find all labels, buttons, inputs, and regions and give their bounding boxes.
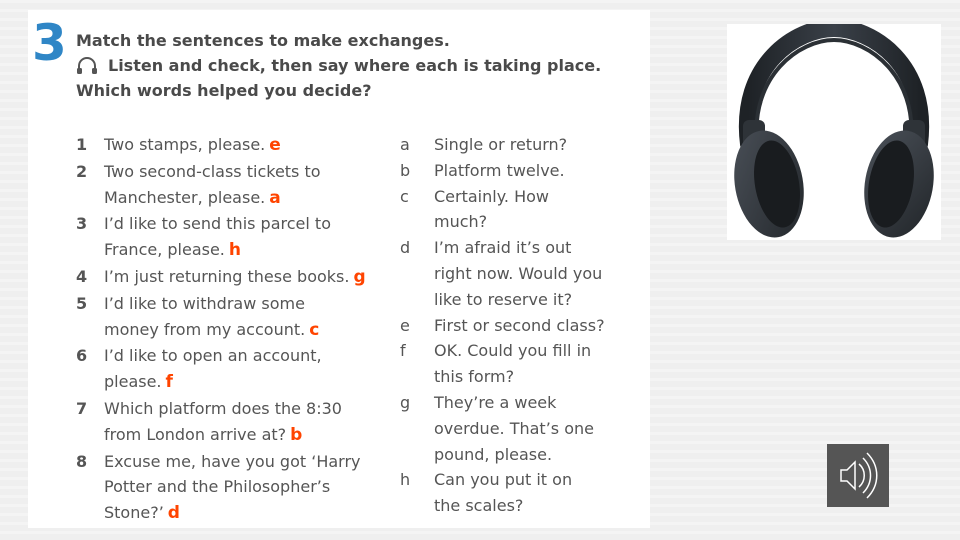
item-number: 3 — [76, 214, 88, 234]
headphones-icon — [727, 24, 941, 240]
instruction-line: Which words helped you decide? — [76, 81, 372, 100]
sentence-line — [76, 369, 406, 396]
item-letter — [400, 261, 434, 287]
sentence-line — [76, 474, 406, 500]
item-number: 1 — [76, 135, 88, 154]
item-number — [76, 237, 104, 264]
response-line — [400, 235, 640, 261]
item-letter — [400, 364, 434, 390]
item-number: 5 — [76, 293, 88, 313]
response-text: this form? — [434, 367, 515, 387]
sentence-line — [76, 159, 406, 185]
headphones-image — [727, 24, 941, 240]
exercise-instructions — [76, 28, 636, 103]
audio-play-button[interactable] — [827, 444, 889, 507]
item-letter: f — [400, 341, 406, 361]
sentence-text — [104, 185, 406, 212]
response-line — [400, 313, 640, 339]
response-text: Can you put it on — [434, 470, 573, 490]
sentence-text — [104, 211, 406, 237]
headphones-icon — [76, 57, 98, 75]
sentence-line — [76, 500, 406, 527]
item-letter: c — [400, 186, 409, 206]
response-line — [400, 416, 640, 442]
speaker-icon — [827, 444, 889, 507]
item-letter — [400, 416, 434, 442]
response-text: They’re a week — [434, 392, 557, 412]
sentence-fragment: I’d like to withdraw some — [104, 293, 305, 313]
response-line — [400, 132, 640, 158]
sentence-text — [104, 500, 406, 527]
response-text: Single or return? — [434, 135, 568, 154]
sentence-line — [76, 211, 406, 237]
sentence-line — [76, 449, 406, 475]
sentence-fragment: from London arrive at? — [104, 424, 287, 444]
instruction-line: Match the sentences to make exchanges. — [76, 31, 450, 50]
response-line — [400, 209, 640, 235]
item-letter: g — [400, 392, 411, 412]
item-letter — [400, 493, 434, 519]
sentence-line — [76, 264, 406, 291]
item-letter — [400, 442, 434, 468]
response-line — [400, 390, 640, 416]
item-letter: b — [400, 160, 411, 180]
response-text: OK. Could you fill in — [434, 341, 592, 361]
sentence-text — [104, 132, 406, 159]
answer-mark: f — [165, 372, 173, 393]
sentence-fragment: Manchester, please. — [104, 187, 266, 207]
item-number — [76, 185, 104, 212]
item-letter: d — [400, 238, 411, 258]
sentence-text — [104, 159, 406, 185]
response-text: Certainly. How — [434, 186, 549, 206]
answer-mark: c — [309, 319, 320, 340]
answer-mark: a — [269, 187, 281, 208]
sentence-line — [76, 317, 406, 344]
item-letter: a — [400, 135, 410, 154]
response-text: pound, please. — [434, 444, 553, 464]
sentence-text — [104, 317, 406, 344]
response-line — [400, 442, 640, 468]
item-number — [76, 369, 104, 396]
sentence-line — [76, 132, 406, 159]
sentence-fragment: money from my account. — [104, 319, 306, 339]
sentence-text — [104, 291, 406, 317]
item-number: 7 — [76, 398, 88, 418]
answer-mark: d — [167, 503, 180, 524]
sentence-line — [76, 237, 406, 264]
sentence-text — [104, 396, 406, 422]
sentence-fragment: Stone?’ — [104, 503, 164, 523]
item-letter — [400, 287, 434, 313]
item-number — [76, 474, 104, 500]
sentence-fragment: Two stamps, please. — [104, 135, 266, 154]
answer-mark: g — [353, 266, 366, 287]
answer-mark: e — [269, 135, 281, 155]
response-line — [400, 338, 640, 364]
response-text: I’m afraid it’s out — [434, 238, 572, 258]
response-text: the scales? — [434, 496, 524, 516]
item-letter: e — [400, 315, 410, 335]
sentence-text — [104, 449, 406, 475]
sentence-line — [76, 422, 406, 449]
response-text: much? — [434, 212, 488, 232]
response-line — [400, 364, 640, 390]
sentence-line — [76, 185, 406, 212]
exercise-number: 3 — [32, 14, 67, 72]
answer-mark: b — [290, 424, 303, 445]
sentence-text — [104, 343, 406, 369]
sentence-line — [76, 291, 406, 317]
response-line — [400, 158, 640, 184]
response-line — [400, 287, 640, 313]
sentence-fragment: Which platform does the 8:30 — [104, 398, 342, 418]
item-number: 8 — [76, 451, 88, 471]
instruction-text: Listen and check, then say where each is taking place. — [108, 56, 602, 75]
response-line — [400, 184, 640, 210]
response-text: overdue. That’s one — [434, 418, 594, 438]
instruction-line — [76, 53, 636, 78]
item-number — [76, 422, 104, 449]
item-number: 4 — [76, 266, 88, 286]
item-number: 2 — [76, 161, 88, 181]
response-line — [400, 493, 640, 519]
response-text: First or second class? — [434, 315, 605, 335]
sentence-text — [104, 237, 406, 264]
sentence-text — [104, 422, 406, 449]
response-text: Platform twelve. — [434, 160, 565, 180]
responses-column — [400, 132, 640, 519]
sentence-line — [76, 343, 406, 369]
sentence-text — [104, 369, 406, 396]
response-text: right now. Would you — [434, 263, 603, 283]
sentence-fragment: France, please. — [104, 240, 225, 260]
item-number: 6 — [76, 346, 88, 366]
sentence-line — [76, 396, 406, 422]
response-line — [400, 261, 640, 287]
item-number — [76, 317, 104, 344]
sentence-fragment: I’d like to open an account, — [104, 346, 322, 366]
sentence-fragment: Potter and the Philosopher’s — [104, 477, 331, 497]
response-text: like to reserve it? — [434, 289, 573, 309]
sentence-fragment: please. — [104, 372, 162, 392]
item-number — [76, 500, 104, 527]
answer-mark: h — [228, 240, 241, 261]
item-letter — [400, 209, 434, 235]
item-letter: h — [400, 470, 411, 490]
sentences-column — [76, 132, 406, 527]
sentence-fragment: I’d like to send this parcel to — [104, 214, 331, 234]
sentence-fragment: Excuse me, have you got ‘Harry — [104, 451, 361, 471]
sentence-text — [104, 264, 406, 291]
response-line — [400, 467, 640, 493]
sentence-fragment: I’m just returning these books. — [104, 266, 350, 286]
sentence-text — [104, 474, 406, 500]
exercise-card — [28, 10, 650, 528]
sentence-fragment: Two second-class tickets to — [104, 161, 321, 181]
